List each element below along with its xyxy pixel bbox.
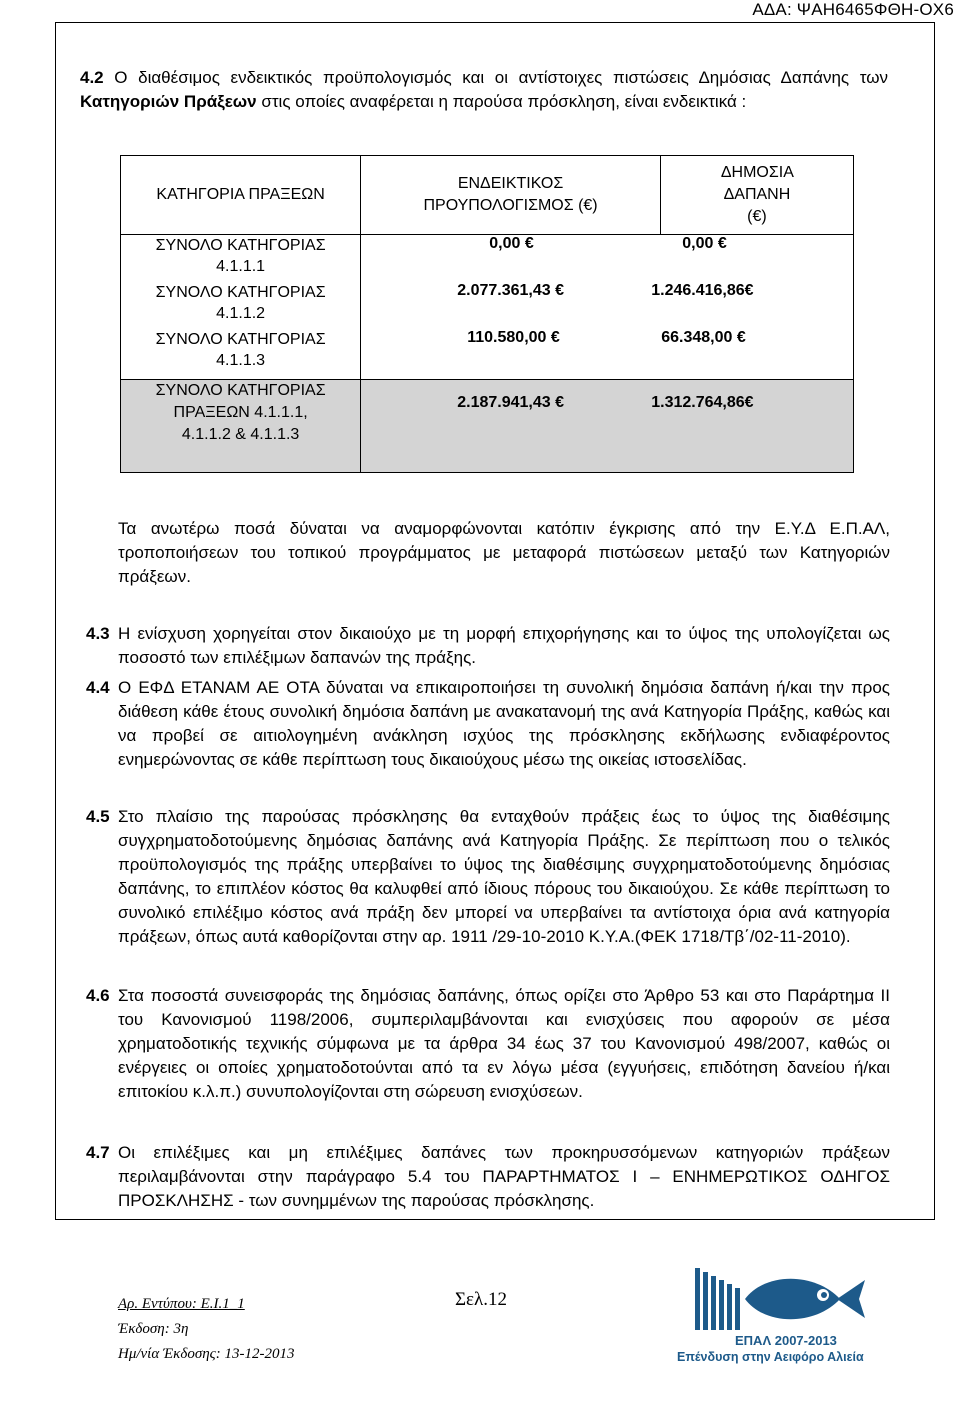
page-number: Σελ.12 [455, 1289, 507, 1310]
form-number: Αρ. Εντύπου: Ε.Ι.1_1 [118, 1296, 245, 1312]
public-2: 1.246.416,86€ [651, 282, 754, 299]
table-row [361, 235, 853, 282]
public-3: 66.348,00 € [661, 329, 746, 346]
footer-info [118, 1292, 295, 1367]
table-total-row [121, 380, 854, 473]
ada-code: ΑΔΑ: ΨΑΗ6465ΦΘΗ-ΟΧ6 [752, 0, 954, 19]
budget-1: 0,00 € [489, 235, 534, 252]
paragraph-text: Στο πλαίσιο της παρούσας πρόσκλησης θα ενταχθούν πράξεις έως το ύψος της διαθέσιμης συγχρηματοδοτούμενης δημόσιας δαπάνης ανά Κατηγορία Πράξης. Σε περίπτωση που ο τελικός προϋπολογισμός της πράξης υπερβαίνει το ύψος της διαθέσιμης συγχρηματοδοτούμενης δημόσιας δαπάνης, το επιπλέον κόστος θα καλυφθεί από ίδιους πόρους του δικαιούχου. Σε κάθε περίπτωση το συνολικό επιλέξιμο κόστος ανά πράξη δεν μπορεί να υπερβαίνει τα αντίστοιχα όρια ανά κατηγορία πράξεων, όπως αυτά καθορίζονται στην αρ. 1911 /29-10-2010 Κ.Υ.Α.(ΦΕΚ 1718/Τβ΄/02-11-2010). [118, 807, 890, 946]
edition-date: Ημ/νία Έκδοσης: 13-12-2013 [118, 1346, 295, 1362]
paragraph-text: Η ενίσχυση χορηγείται στον δικαιούχο με τη μορφή επιχορήγησης και το ύψος της υπολογίζεται ως ποσοστό των επιλέξιμων δαπανών της πράξης. [118, 624, 890, 667]
logo-title: ΕΠΑΛ 2007-2013 [735, 1333, 837, 1348]
paragraph-number: 4.4 [86, 678, 110, 697]
paragraph-4-3 [86, 622, 890, 670]
budget-2: 2.077.361,43 € [457, 282, 564, 299]
values-cell [361, 235, 854, 380]
intro-number: 4.2 [80, 68, 104, 87]
budget-3: 110.580,00 € [467, 329, 560, 346]
paragraph-number: 4.6 [86, 986, 110, 1005]
category-1: ΣΥΝΟΛΟ ΚΑΤΗΓΟΡΙΑΣ 4.1.1.1 [155, 237, 326, 275]
intro-bold: Κατηγοριών Πράξεων [80, 92, 257, 111]
header-public: ΔΗΜΟΣΙΑ ΔΑΠΑΝΗ (€) [660, 156, 853, 235]
header-category: ΚΑΤΗΓΟΡΙΑ ΠΡΑΞΕΩΝ [121, 156, 361, 235]
total-public: 1.312.764,86€ [651, 394, 754, 411]
paragraph-4-5 [86, 805, 890, 949]
total-budget: 2.187.941,43 € [457, 394, 564, 411]
category-2: ΣΥΝΟΛΟ ΚΑΤΗΓΟΡΙΑΣ 4.1.1.2 [155, 284, 326, 322]
note-paragraph: Τα ανωτέρω ποσά δύναται να αναμορφώνονται κατόπιν έγκρισης από την Ε.Υ.Δ Ε.Π.ΑΛ, τροποποιήσεων του τοπικού προγράμματος με μεταφορά πιστώσεων μεταξύ των Κατηγοριών πράξεων. [118, 519, 890, 586]
paragraph-text: Ο ΕΦΔ ΕΤΑΝΑΜ ΑΕ ΟΤΑ δύναται να επικαιροποιήσει τη συνολική δημόσια δαπάνη ή/και την προς διάθεση κάθε έτους συνολική δημόσια δαπάνη με ανακατανομή της ανά Κατηγορία Πράξης, καθώς και να προβεί σε αιτιολογημένη ανάκληση ισχύος της πρόσκλησης εκδήλωσης ενδιαφέροντος ενημερώνοντας σε κάθε περίπτωση τους δικαιούχους μέσω της οικείας ιστοσελίδας. [118, 678, 890, 769]
paragraph-text: Οι επιλέξιμες και μη επιλέξιμες δαπάνες των προκηρυσσόμενων κατηγοριών πράξεων περιλαμβάνονται στην παράγραφο 5.4 του ΠΑΡΑΡΤΗΜΑΤΟΣ Ι – ΕΝΗΜΕΡΩΤΙΚΟΣ ΟΔΗΓΟΣ ΠΡΟΣΚΛΗΣΗΣ - των συνημμένων της παρούσας πρόσκλησης. [118, 1143, 890, 1210]
logo-subtitle: Επένδυση στην Αειφόρο Αλιεία [677, 1350, 864, 1364]
paragraph-number: 4.5 [86, 807, 110, 826]
budget-table [120, 155, 854, 473]
table-body-row [121, 235, 854, 380]
edition: Έκδοση: 3η [118, 1321, 189, 1337]
paragraph-4-4 [86, 676, 890, 772]
header-budget: ΕΝΔΕΙΚΤΙΚΟΣ ΠΡΟΥΠΟΛΟΓΙΣΜΟΣ (€) [361, 156, 661, 235]
public-1: 0,00 € [682, 235, 727, 252]
paragraph-text: Στα ποσοστά συνεισφοράς της δημόσιας δαπάνης, όπως ορίζει στο Άρθρο 53 και στο Παράρτημα ΙΙ του Κανονισμού 1198/2006, συμπεριλαμβάνονται και ενισχύσεις που αφορούν σε μέσα χρηματοδοτικής τεχνικής σύμφωνα με τα άρθρα 34 έως 37 του Κανονισμού 498/2007, καθώς οι ενέργειες οι οποίες χρηματοδοτούνται από τα εν λόγω μέσα (εγγυήσεις, επιδότηση δανείου ή/και επιτοκίου κ.λ.π.) συνυπολογίζονται στη σώρευση ενισχύσεων. [118, 986, 890, 1101]
table-row [361, 282, 853, 329]
paragraph-4-7 [86, 1141, 890, 1213]
intro-paragraph [80, 66, 888, 114]
category-3: ΣΥΝΟΛΟ ΚΑΤΗΓΟΡΙΑΣ 4.1.1.3 [155, 331, 326, 369]
paragraph-number: 4.3 [86, 624, 110, 643]
intro-text-after: στις οποίες αναφέρεται η παρούσα πρόσκληση, είναι ενδεικτικά : [256, 92, 747, 111]
total-values [361, 380, 854, 473]
table-row [361, 329, 853, 376]
table-header-row [121, 156, 854, 235]
intro-text-before: Ο διαθέσιμος ενδεικτικός προϋπολογισμός και οι αντίστοιχες πιστώσεις Δημόσιας Δαπάνης των [114, 68, 888, 87]
categories-cell [121, 235, 361, 380]
total-category: ΣΥΝΟΛΟ ΚΑΤΗΓΟΡΙΑΣ ΠΡΑΞΕΩΝ 4.1.1.1, 4.1.1.2 & 4.1.1.3 [121, 380, 361, 473]
paragraph-4-6 [86, 984, 890, 1104]
paragraph-number: 4.7 [86, 1143, 110, 1162]
